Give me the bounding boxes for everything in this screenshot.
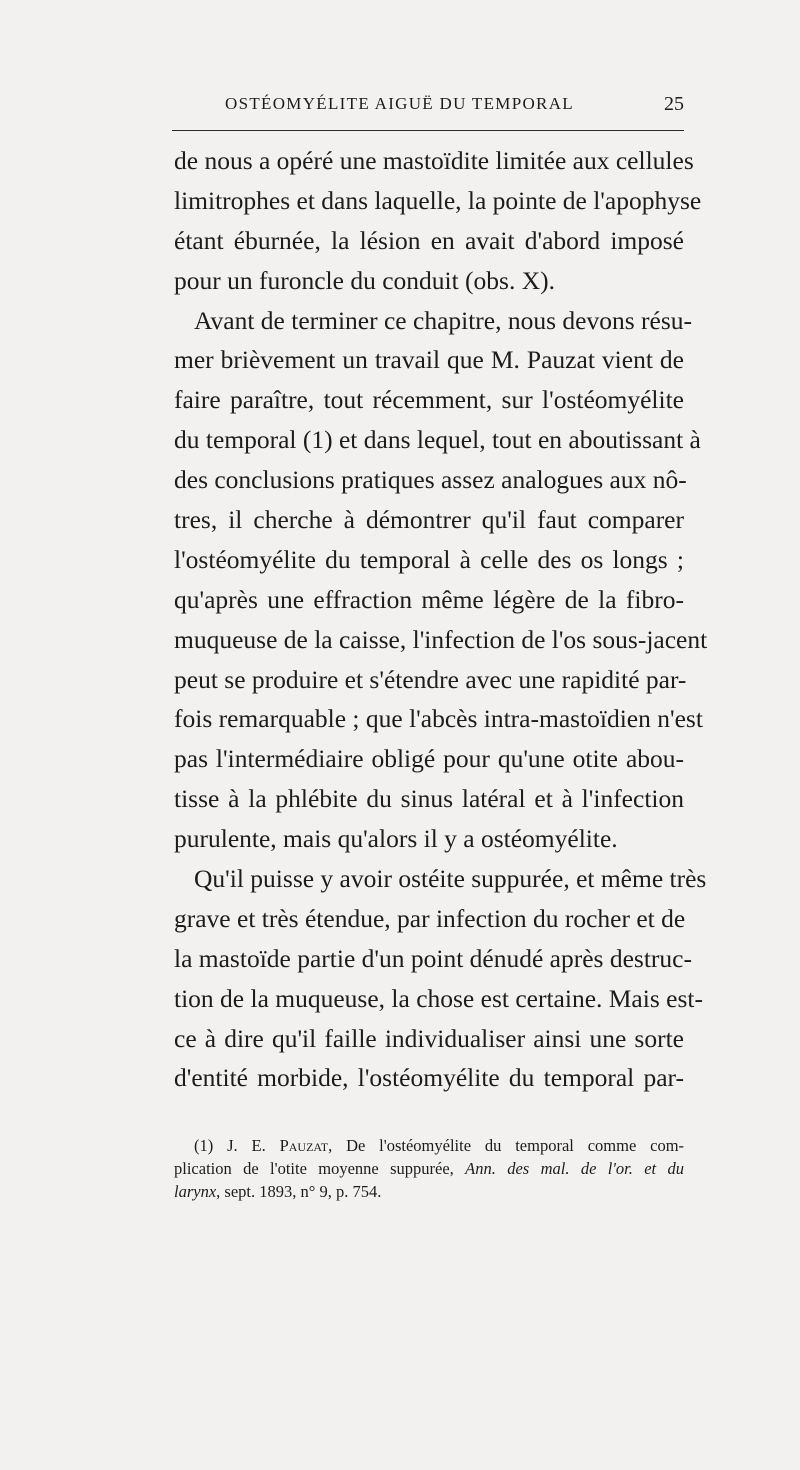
footnote-line: [174, 1180, 684, 1203]
text-line: grave et très étendue, par infection du rocher et de: [174, 903, 686, 933]
text-line: pour un furoncle du conduit (obs. X).: [174, 265, 556, 295]
text-line: pas l'intermédiaire obligé pour qu'une otite abou-: [174, 744, 684, 774]
text-line: Avant de terminer ce chapitre, nous devons résu-: [194, 305, 693, 335]
footnote-title-end: plication de l'otite moyenne suppurée,: [174, 1159, 466, 1178]
footnote-marker: (1): [194, 1136, 214, 1155]
text-line: l'ostéomyélite du temporal à celle des os longs ;: [174, 544, 684, 574]
footnote-journal-cont: larynx: [174, 1182, 217, 1201]
text-line: purulente, mais qu'alors il y a ostéomyélite.: [174, 824, 618, 854]
header-rule: [172, 130, 684, 131]
footnote-author-initials: J. E.: [227, 1136, 266, 1155]
footnote-line: [174, 1134, 684, 1157]
footnote-author-name: Pauzat: [279, 1136, 329, 1155]
page-number: 25: [664, 93, 684, 115]
footnote-title-start: , De l'ostéomyélite du temporal comme com-: [328, 1136, 685, 1155]
running-title: OSTÉOMYÉLITE AIGUË DU TEMPORAL: [225, 94, 574, 113]
running-head: [172, 90, 684, 118]
text-line: faire paraître, tout récemment, sur l'ostéomyélite: [174, 385, 684, 415]
text-line: Qu'il puisse y avoir ostéite suppurée, et même très: [194, 864, 707, 894]
text-line: ce à dire qu'il faille individualiser ainsi une sorte: [174, 1023, 684, 1053]
text-line: limitrophes et dans laquelle, la pointe de l'apophyse: [174, 185, 702, 215]
text-line: du temporal (1) et dans lequel, tout en aboutissant à: [174, 425, 701, 455]
text-line: de nous a opéré une mastoïdite limitée aux cellules: [174, 146, 694, 175]
footnote-citation: , sept. 1893, n° 9, p. 754.: [216, 1182, 382, 1201]
footnote-line: [174, 1157, 684, 1180]
text-line: tres, il cherche à démontrer qu'il faut comparer: [174, 505, 684, 535]
text-line: la mastoïde partie d'un point dénudé après destruc-: [174, 943, 692, 973]
text-line: mer brièvement un travail que M. Pauzat vient de: [174, 345, 684, 375]
text-line: peut se produire et s'étendre avec une rapidité par-: [174, 664, 687, 694]
text-line: tisse à la phlébite du sinus latéral et à l'infection: [174, 784, 684, 814]
footnote: [174, 1134, 684, 1203]
text-line: qu'après une effraction même légère de la fibro-: [174, 584, 684, 614]
text-line: tion de la muqueuse, la chose est certaine. Mais est-: [174, 983, 703, 1013]
body-text: [174, 141, 708, 1098]
text-line: des conclusions pratiques assez analogues aux nô-: [174, 465, 687, 495]
text-line: d'entité morbide, l'ostéomyélite du temporal par-: [174, 1063, 684, 1093]
footnote-journal: Ann. des mal. de l'or. et du: [465, 1159, 684, 1178]
text-line: étant éburnée, la lésion en avait d'abord imposé: [174, 225, 684, 255]
text-line: fois remarquable ; que l'abcès intra-mastoïdien n'est: [174, 704, 703, 734]
text-line: muqueuse de la caisse, l'infection de l'os sous-jacent: [174, 624, 708, 654]
